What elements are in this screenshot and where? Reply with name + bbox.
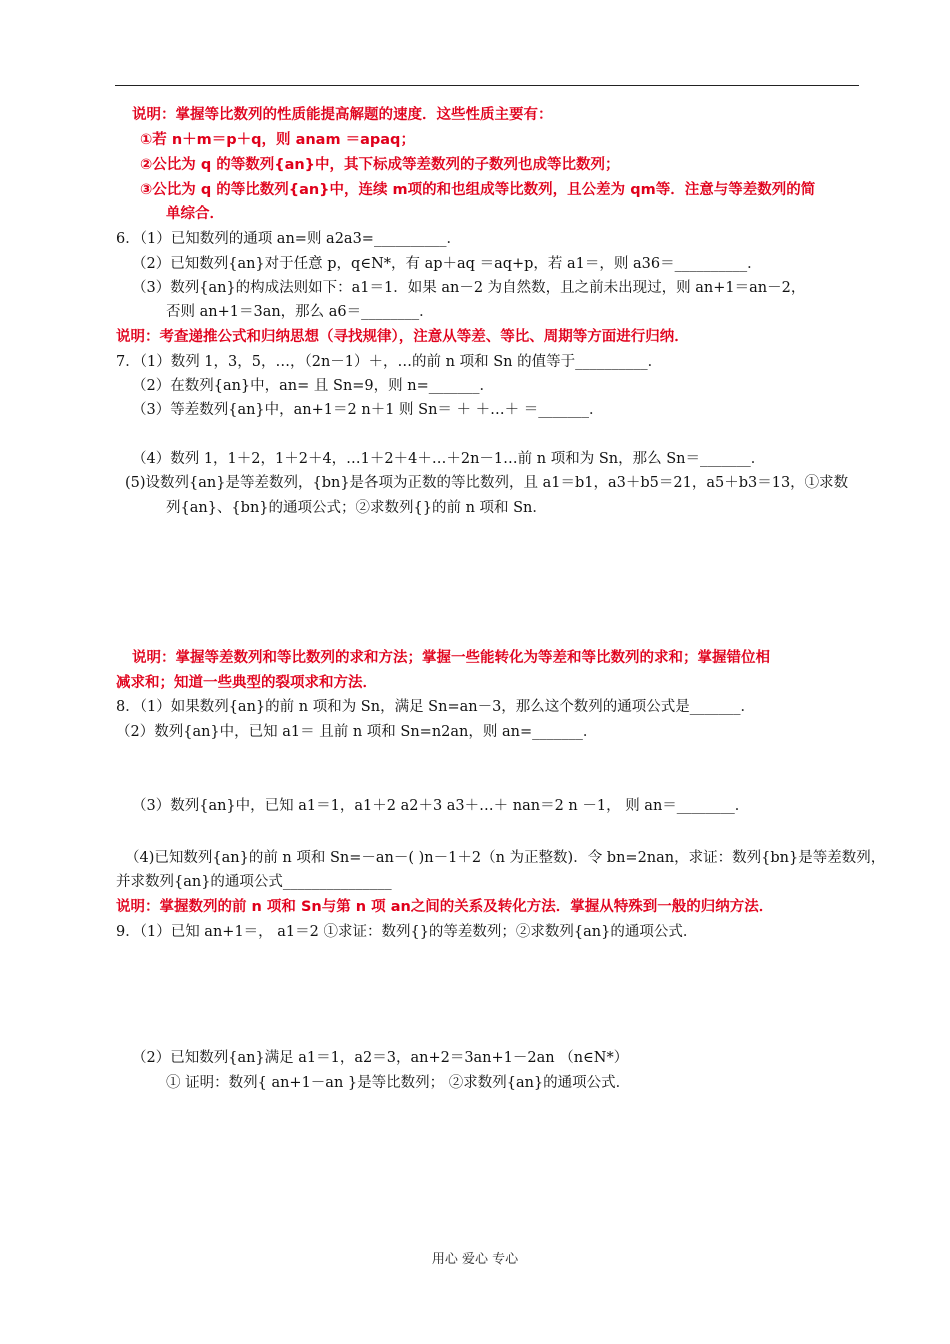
question-7-4: （4）数列 1，1＋2，1＋2＋4，…1＋2＋4＋…＋2n－1…前 n 项和为 Sn，那么 Sn＝_______． [132, 451, 766, 467]
question-7-5-cont: 列{an}、{bn}的通项公式；②求数列{}的前 n 项和 Sn． [166, 500, 547, 516]
note-line-property-2: ②公比为 q 的等数列{an}中，其下标成等差数列的子数列也成等比数列； [140, 157, 620, 173]
note-partial-sums: 说明：掌握数列的前 n 项和 Sn与第 n 项 an之间的关系及转化方法．掌握从特殊到一般的归纳方法． [116, 899, 774, 915]
question-7-2: （2）在数列{an}中，an= 且 Sn=9，则 n=_______． [132, 378, 495, 394]
note-line-property-3-cont: 单综合． [166, 206, 224, 222]
note-summation: 说明：掌握等差数列和等比数列的求和方法；掌握一些能转化为等差和等比数列的求和；掌握错位相 [132, 650, 770, 666]
question-8-4-cont: 并求数列{an}的通项公式_______________ [116, 874, 392, 890]
note-recursion: 说明：考查递推公式和归纳思想（寻找规律），注意从等差、等比、周期等方面进行归纳． [116, 329, 689, 345]
note-line-geometric-properties: 说明：掌握等比数列的性质能提高解题的速度．这些性质主要有： [132, 107, 553, 123]
question-8-1: 8．（1）如果数列{an}的前 n 项和为 Sn，满足 Sn=an－3，那么这个数列的通项公式是_______． [116, 699, 756, 715]
question-7-1: 7．（1）数列 1，3，5，…，（2n－1）＋，…的前 n 项和 Sn 的值等于__________． [116, 354, 663, 370]
note-line-property-1: ①若 n＋m＝p＋q，则 anam ＝apaq； [140, 132, 415, 148]
question-8-2: （2）数列{an}中，已知 a1＝ 且前 n 项和 Sn=n2an，则 an=_______． [116, 724, 598, 740]
page-footer: 用心 爱心 专心 [431, 1252, 519, 1267]
note-line-property-3: ③公比为 q 的等比数列{an}中，连续 m项的和也组成等比数列，且公差为 qm等．注意与等差数列的简 [140, 182, 816, 198]
question-6-2: （2）已知数列{an}对于任意 p，q∈N*，有 ap＋aq ＝aq+p，若 a1＝，则 a36＝__________． [132, 256, 762, 272]
question-9-2-cont: ① 证明：数列{ an+1－an }是等比数列； ②求数列{an}的通项公式． [166, 1075, 631, 1091]
question-6-3-cont: 否则 an+1＝3an，那么 a6＝________． [166, 304, 434, 320]
question-8-3: （3）数列{an}中，已知 a1＝1，a1＋2 a2＋3 a3＋…＋ nan＝2 n －1， 则 an＝________． [132, 798, 750, 814]
header-rule [115, 85, 859, 86]
question-9-2: （2）已知数列{an}满足 a1＝1，a2＝3，an+2＝3an+1－2an （n∈N*） [132, 1050, 629, 1066]
question-6-1: 6．（1）已知数列的通项 an=则 a2a3=__________． [116, 231, 461, 247]
question-9-1: 9．（1）已知 an+1＝， a1＝2 ①求证：数列{}的等差数列；②求数列{an}的通项公式． [116, 924, 698, 940]
question-8-4: （4)已知数列{an}的前 n 项和 Sn=－an－( )n－1＋2（n 为正整数)．令 bn=2nan，求证：数列{bn}是等差数列， [125, 850, 886, 866]
note-summation-cont: 减求和；知道一些典型的裂项求和方法． [116, 675, 377, 691]
question-7-3: （3）等差数列{an}中，an+1＝2 n＋1 则 Sn＝ ＋ ＋…＋ ＝_______． [132, 402, 604, 418]
question-6-3: （3）数列{an}的构成法则如下：a1＝1．如果 an－2 为自然数，且之前未出现过，则 an+1＝an－2， [132, 280, 806, 296]
question-7-5: (5)设数列{an}是等差数列，{bn}是各项为正数的等比数列，且 a1＝b1，a3＋b5＝21，a5＋b3＝13，①求数 [125, 475, 849, 491]
